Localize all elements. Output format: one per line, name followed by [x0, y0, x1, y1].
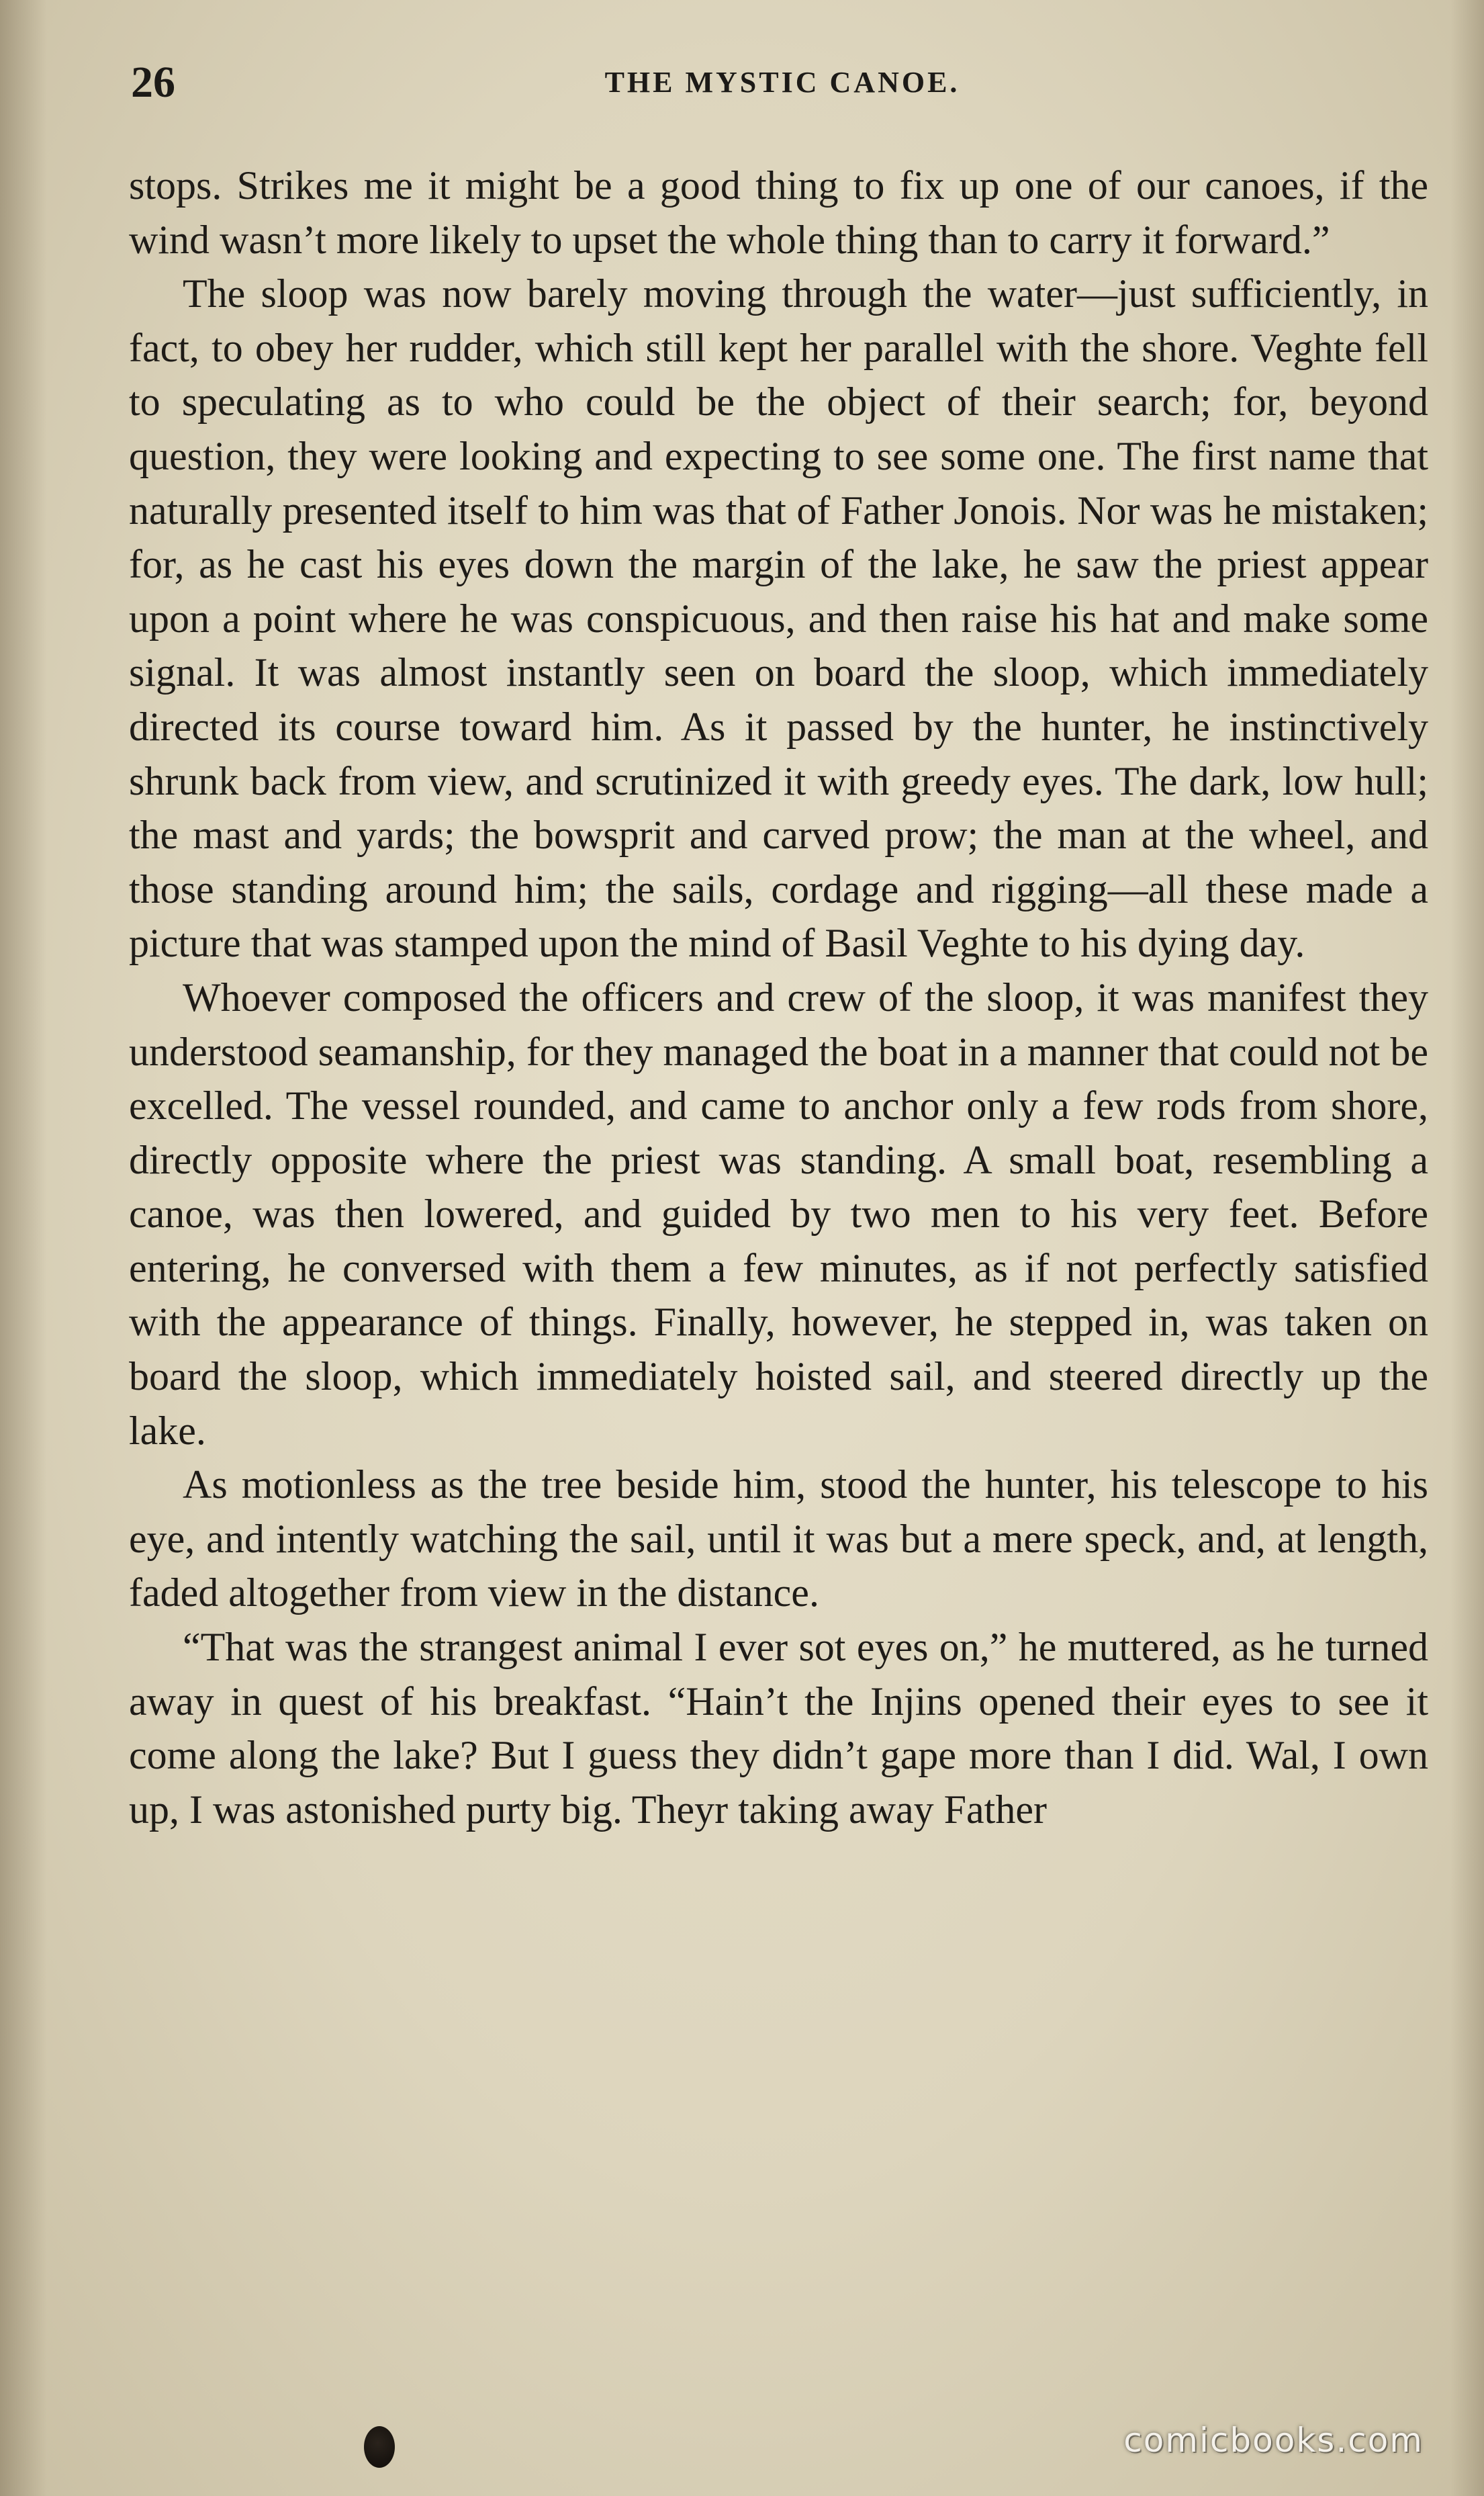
watermark-text: comicbooks.com [1123, 2421, 1424, 2460]
page-edge-shadow-right [1450, 0, 1484, 2496]
paragraph-5: “That was the strangest animal I ever sot eyes on,” he muttered, as he turned away in quest of his breakfast. “Hain’t the Injins opened their eyes to see it come along the lake? But I guess they didn’t gape more than I did. Wal, I own up, I was astonished purty big. Theyr taking away Father [129, 1625, 1428, 1832]
running-title: THE MYSTIC CANOE. [604, 66, 960, 99]
running-header [131, 52, 1434, 113]
paragraph-2: The sloop was now barely moving through the water—just sufficiently, in fact, to obey her rudder, which still kept her parallel with the shore. Veghte fell to speculating as to who could be the object of their search; for, beyond question, they were looking and expecting to see some one. The first name that naturally presented itself to him was that of Father Jonois. Nor was he mistaken; for, as he cast his eyes down the margin of the lake, he saw the priest appear upon a point where he was conspicuous, and then raise his hat and make some signal. It was almost instantly seen on board the sloop, which immediately directed its course toward him. As it passed by the hunter, he instinctively shrunk back from view, and scrutinized it with greedy eyes. The dark, low hull; the mast and yards; the bowsprit and carved prow; the man at the wheel, and those standing around him; the sails, cordage and rigging—all these made a picture that was stamped upon the mind of Basil Veghte to his dying day. [129, 271, 1428, 966]
body-text [129, 159, 1428, 1836]
paragraph-4: As motionless as the tree beside him, stood the hunter, his telescope to his eye, and intently watching the sail, until it was but a mere speck, and, at length, faded altogether from view in the distance. [129, 1462, 1428, 1615]
page-edge-shadow-left [0, 0, 47, 2496]
paragraph-3: Whoever composed the officers and crew of the sloop, it was manifest they understood seamanship, for they managed the boat in a manner that could not be excelled. The vessel rounded, and came to anchor only a few rods from shore, directly opposite where the priest was standing. A small boat, resembling a canoe, was then lowered, and guided by two men to his very feet. Before entering, he conversed with them a few minutes, as if not perfectly satisfied with the appearance of things. Finally, however, he stepped in, was taken on board the sloop, which immediately hoisted sail, and steered directly up the lake. [129, 975, 1428, 1453]
page-number: 26 [131, 58, 175, 107]
paragraph-1: stops. Strikes me it might be a good thing to fix up one of our canoes, if the wind wasn’t more likely to upset the whole thing than to carry it forward.” [129, 163, 1428, 262]
ink-blot [364, 2426, 395, 2468]
